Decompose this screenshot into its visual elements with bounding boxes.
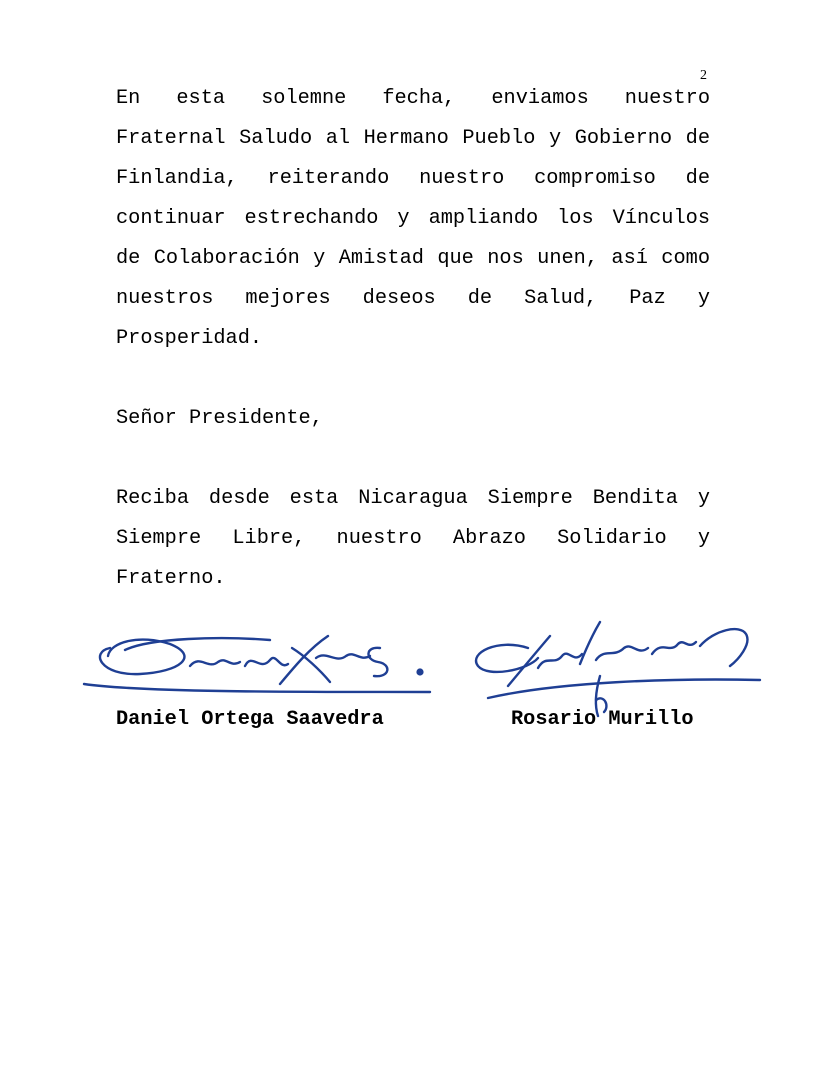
signature-stroke [190, 660, 240, 666]
signature-rosario-murillo [468, 608, 763, 720]
signature-stroke [596, 646, 648, 660]
signature-stroke [368, 648, 387, 676]
body-paragraph-closing: Reciba desde esta Nicaragua Siempre Bendita y Siempre Libre, nuestro Abrazo Solidario y Fraterno. [116, 487, 710, 590]
signature-stroke [316, 654, 370, 658]
signature-stroke [280, 636, 328, 684]
signature-dot [418, 670, 423, 675]
page-number: 2 [700, 68, 707, 83]
body-paragraph-greeting: En esta solemne fecha, enviamos nuestro Fraternal Saludo al Hermano Pueblo y Gobierno de Finlandia, reiterando nuestro compromiso de continuar estrechando y ampliando los Vínculos de Colaboración y Amistad que nos unen, así como nuestros mejores deseos de Salud, Paz y Prosperidad. [116, 87, 710, 350]
signer-name-daniel-ortega: Daniel Ortega Saavedra [116, 708, 384, 731]
salutation-line: Señor Presidente, [116, 407, 323, 430]
signature-stroke [245, 658, 288, 666]
signature-stroke [84, 684, 430, 692]
signature-daniel-ortega [80, 626, 440, 702]
signature-stroke [476, 645, 538, 672]
signer-name-rosario-murillo: Rosario Murillo [511, 708, 694, 731]
signature-stroke [652, 642, 696, 654]
signature-stroke [488, 680, 760, 698]
signature-stroke [700, 629, 747, 666]
signature-stroke [538, 654, 582, 668]
